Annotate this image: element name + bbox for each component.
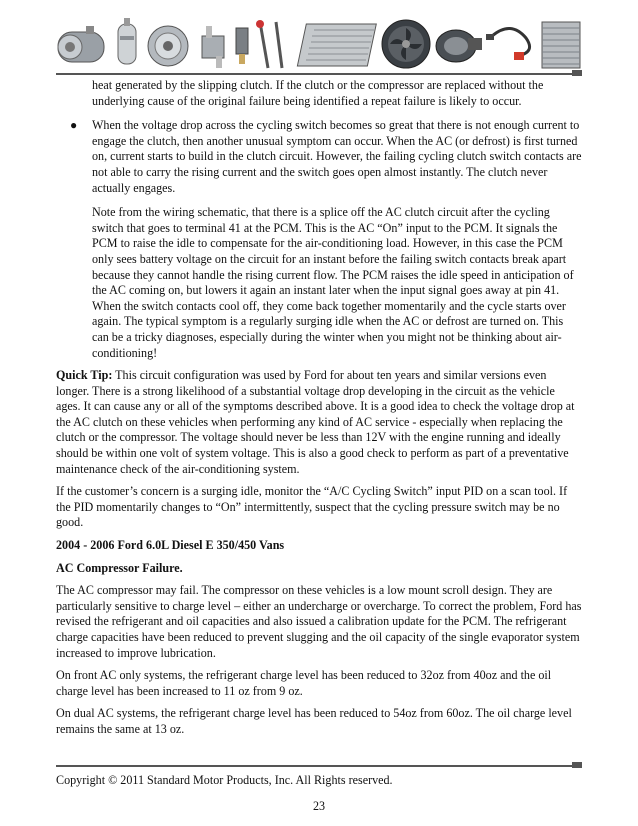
section-heading-failure: AC Compressor Failure. [56,560,183,575]
bullet-icon: ● [70,118,78,133]
footer-rule [56,765,582,767]
page-content [56,78,582,745]
condenser-icon [297,24,376,66]
paragraph-clutch-heat: heat generated by the slipping clutch. If the clutch or the compressor are replaced without the underlying cause of the original failure being identified a repeat failure is likely to occur. [92,78,544,108]
copyright-notice: Copyright © 2011 Standard Motor Products, Inc. All Rights reserved. [56,773,393,787]
footer-rule-end [572,762,582,768]
header-rule-end [572,70,582,76]
header-parts-banner [56,16,584,74]
page-number: 23 [312,799,326,813]
paragraph-dual-ac: On dual AC systems, the refrigerant charge level has been reduced to 54oz from 60oz. The oil charge level remains the same at 13 oz. [56,706,572,736]
header-rule [56,73,582,75]
bullet-item-voltage-drop [70,118,582,196]
paragraph-compressor-failure: The AC compressor may fail. The compressor on these vehicles is a low mount scroll design. They are particularly sensitive to charge level – either an undercharge or overcharge. To correct the problem, Ford has revised the refrigerant and oil capacities and also issued a calibration update for the PCM. The refrigerant charge capacities have been reduced to prevent slugging and the oil capacity of the single evaporator system increased to improve lubrication. [56,583,582,660]
fan-icon [382,20,430,68]
paragraph-front-ac: On front AC only systems, the refrigerant charge level has been reduced to 32oz from 40oz and the oil charge level has been increased to 11 oz from 9 oz. [56,668,552,698]
paragraph-surging-idle: If the customer’s concern is a surging idle, monitor the “A/C Cycling Switch” input PID on a scan tool. If the PID momentarily changes to “On” intermittently, suspect that the cycling pressure switch may be no good. [56,484,568,530]
switch-icon [236,28,248,64]
section-heading-vehicle: 2004 - 2006 Ford 6.0L Diesel E 350/450 Vans [56,538,285,553]
compressor-icon [58,26,104,62]
bullet-text: When the voltage drop across the cycling switch becomes so great that there is not enough current to engage the clutch, then another unusual symptom can occur. When the AC (or defrost) is first turned on, current starts to build in the clutch circuit. However, the failing cycling clutch switch contacts are not able to carry the rising current and the switch goes open almost instantly. The clutch never actually engages. [92,118,582,195]
paragraph-wiring-schematic: Note from the wiring schematic, that there is a splice off the AC clutch circuit after the cycling switch that goes to terminal 41 at the PCM. This is the AC “On” input to the PCM. It signals the PCM to raise the idle to compensate for the air-conditioning load. However, in this case the PCM only sees battery voltage on the circuit for an instant before the failing switch contacts break apart because they cannot handle the rising current flow. The PCM raises the idle speed in anticipation of the AC coming on, but lowers it again an instant later when the input signal goes away at pin 41. When the switch contacts cool off, they come back together momentarily and the cycle starts over again. The typical symptom is a regularly surging idle when the AC or defrost are turned on. This can be a tricky diagnoses, especially during the winter when you might not be thinking about air-conditioning! [92,205,574,360]
evaporator-icon [542,22,580,68]
sensor-icon [256,20,282,68]
quick-tip-label: Quick Tip: [56,368,113,383]
accumulator-icon [118,18,136,64]
quick-tip-text: This circuit configuration was used by Ford for about ten years and similar versions even longer. There is a strong likelihood of a substantial voltage drop developing in the circuit as the vehicle ages. It can cause any or all of the symptoms described above. It is a good idea to check the voltage drop at the AC clutch on these vehicles when performing any kind of AC service - especially when replacing the clutch or the compressor. The voltage should never be less than 12V with the engine running and ideally should be within one volt of system voltage. This is also a good check to perform as part of a preventative maintenance check of the air-conditioning system. [56,368,575,476]
blower-icon [436,30,482,62]
harness-icon [486,28,530,60]
paragraph-quick-tip [56,368,582,477]
clutch-icon [148,26,188,66]
valve-icon [202,26,224,68]
